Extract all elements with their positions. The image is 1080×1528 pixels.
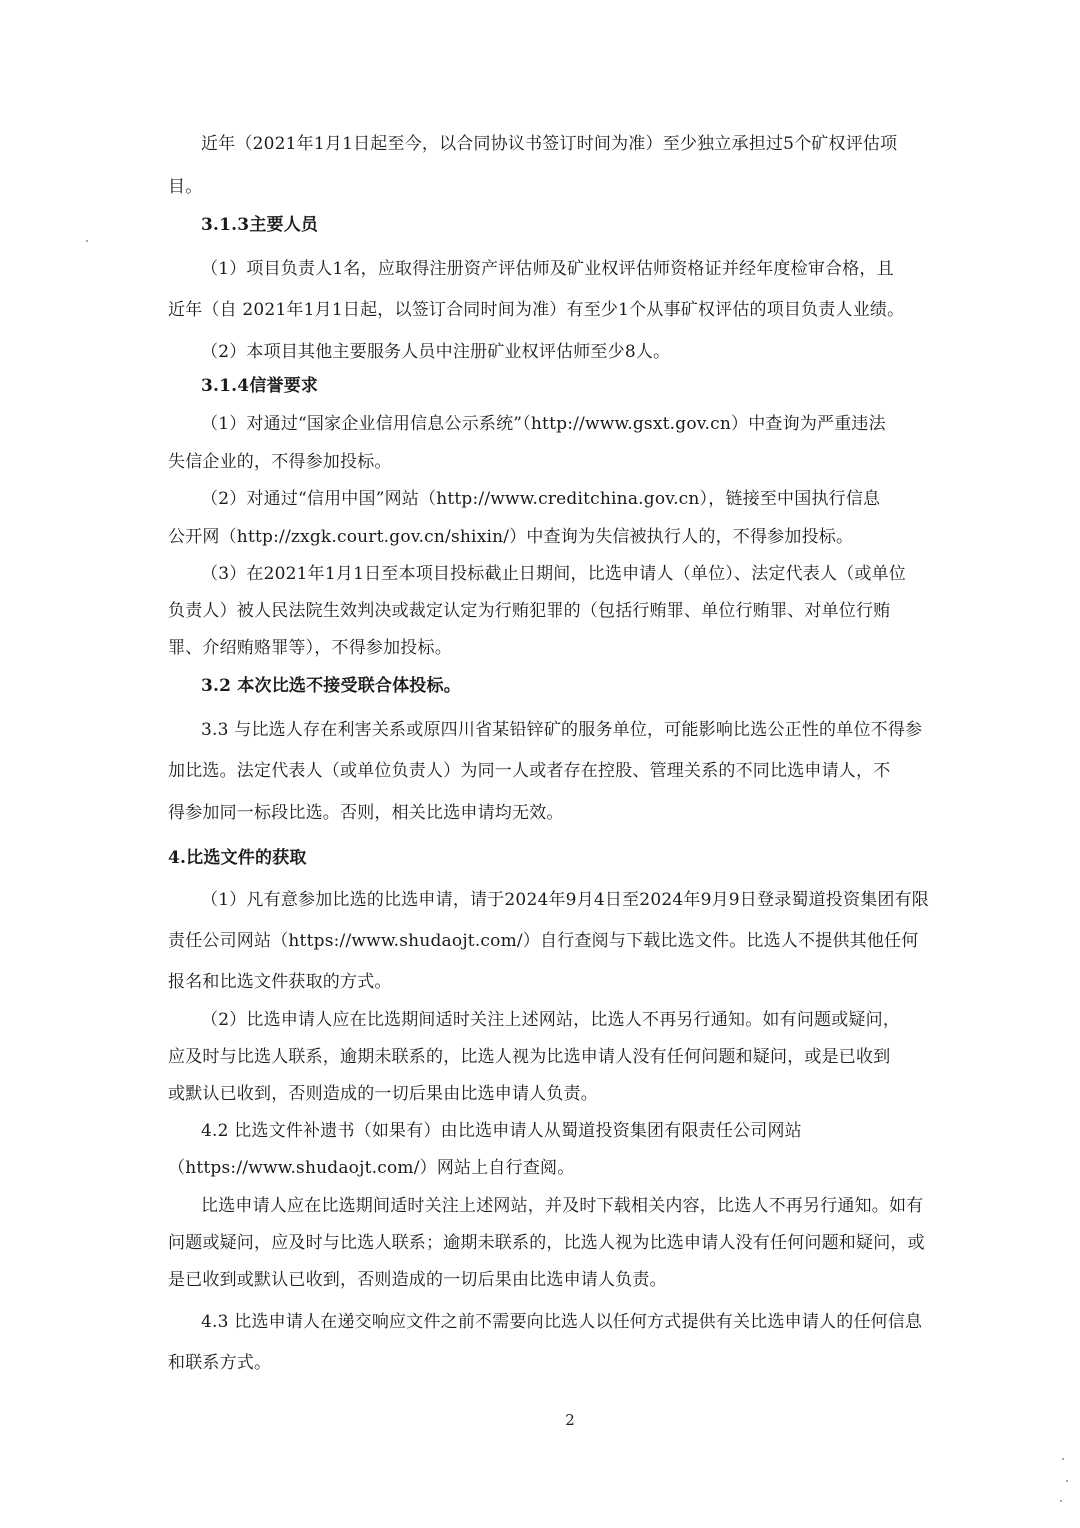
scan-speck	[1066, 1480, 1068, 1482]
paragraph-line: 和联系方式。	[168, 1353, 272, 1373]
paragraph-line: （1）对通过“国家企业信用信息公示系统”（http://www.gsxt.gov.cn）中查询为严重违法	[201, 414, 886, 434]
paragraph-line: 比选申请人应在比选期间适时关注上述网站，并及时下载相关内容，比选人不再另行通知。如有	[201, 1196, 924, 1216]
page-number: 2	[565, 1411, 575, 1429]
scan-speck	[1060, 1500, 1062, 1502]
paragraph-line: 目。	[168, 177, 203, 197]
scan-speck	[1062, 1458, 1064, 1460]
paragraph-line: 3.3 与比选人存在利害关系或原四川省某铅锌矿的服务单位，可能影响比选公正性的单位不得参	[201, 720, 923, 740]
paragraph-line: 应及时与比选人联系，逾期未联系的，比选人视为比选申请人没有任何问题和疑问，或是已收到	[168, 1047, 891, 1067]
section-heading: 4.比选文件的获取	[168, 848, 307, 868]
paragraph-line: 责任公司网站（https://www.shudaojt.com/）自行查阅与下载比选文件。比选人不提供其他任何	[168, 931, 919, 951]
paragraph-line: 4.2 比选文件补遗书（如果有）由比选申请人从蜀道投资集团有限责任公司网站	[201, 1121, 802, 1141]
paragraph-line: 得参加同一标段比选。否则，相关比选申请均无效。	[168, 803, 564, 823]
section-heading: 3.1.3主要人员	[201, 215, 319, 235]
paragraph-line: 罪、介绍贿赂罪等），不得参加投标。	[168, 638, 452, 658]
paragraph-line: 近年（自 2021年1月1日起，以签订合同时间为准）有至少1个从事矿权评估的项目负责人业绩。	[168, 300, 905, 320]
section-heading: 3.2 本次比选不接受联合体投标。	[201, 676, 461, 696]
paragraph-line: （3）在2021年1月1日至本项目投标截止日期间，比选申请人（单位）、法定代表人（或单位	[201, 564, 907, 584]
paragraph-line: 或默认已收到，否则造成的一切后果由比选申请人负责。	[168, 1084, 598, 1104]
paragraph-line: （1）凡有意参加比选的比选申请，请于2024年9月4日至2024年9月9日登录蜀道投资集团有限	[201, 890, 930, 910]
paragraph-line: 问题或疑问，应及时与比选人联系；逾期未联系的，比选人视为比选申请人没有任何问题和疑问，或	[168, 1233, 925, 1253]
paragraph-line: 是已收到或默认已收到，否则造成的一切后果由比选申请人负责。	[168, 1270, 667, 1290]
paragraph-line: 报名和比选文件获取的方式。	[168, 972, 392, 992]
paragraph-line: （1）项目负责人1名，应取得注册资产评估师及矿业权评估师资格证并经年度检审合格，且	[201, 259, 894, 279]
paragraph-line: （2）比选申请人应在比选期间适时关注上述网站，比选人不再另行通知。如有问题或疑问，	[201, 1010, 901, 1030]
scan-speck	[86, 240, 88, 242]
paragraph-line: 近年（2021年1月1日起至今，以合同协议书签订时间为准）至少独立承担过5个矿权评估项	[201, 134, 898, 154]
paragraph-line: （https://www.shudaojt.com/）网站上自行查阅。	[168, 1158, 575, 1178]
paragraph-line: （2）对通过“信用中国”网站（http://www.creditchina.gov.cn），链接至中国执行信息	[201, 489, 881, 509]
paragraph-line: 负责人）被人民法院生效判决或裁定认定为行贿犯罪的（包括行贿罪、单位行贿罪、对单位行贿	[168, 601, 891, 621]
paragraph-line: （2）本项目其他主要服务人员中注册矿业权评估师至少8人。	[201, 342, 671, 362]
paragraph-line: 公开网（http://zxgk.court.gov.cn/shixin/）中查询为失信被执行人的，不得参加投标。	[168, 527, 854, 547]
paragraph-line: 加比选。法定代表人（或单位负责人）为同一人或者存在控股、管理关系的不同比选申请人，不	[168, 761, 891, 781]
paragraph-line: 4.3 比选申请人在递交响应文件之前不需要向比选人以任何方式提供有关比选申请人的任何信息	[201, 1312, 923, 1332]
paragraph-line: 失信企业的，不得参加投标。	[168, 452, 392, 472]
section-heading: 3.1.4信誉要求	[201, 376, 319, 396]
